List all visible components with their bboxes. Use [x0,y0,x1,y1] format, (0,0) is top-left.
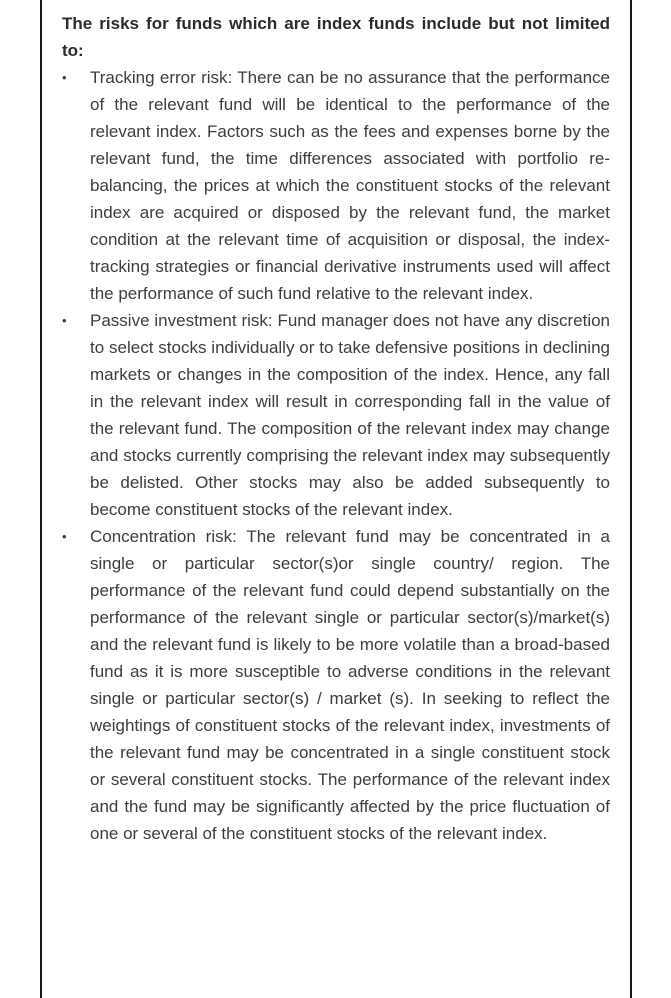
risk-disclosure-text-block [62,10,610,847]
bullet-item-concentration-risk [62,523,610,847]
left-border-rule [40,0,42,998]
bullet-text-concentration-risk: Concentration risk: The relevant fund may be concentrated in a single or particular sector(s)or single country/ region. The performance of the relevant fund could depend substantially on the performance of the relevant single or particular sector(s)/market(s) and the relevant fund is likely to be more volatile than a broad-based fund as it is more susceptible to adverse conditions in the relevant single or particular sector(s) / market (s). In seeking to reflect the weightings of constituent stocks of the relevant index, investments of the relevant fund may be concentrated in a single constituent stock or several constituent stocks. The performance of the relevant index and the fund may be significantly affected by the price fluctuation of one or several of the constituent stocks of the relevant index. [90,527,610,843]
bullet-marker: • [62,313,67,328]
bullet-item-tracking-error-risk [62,64,610,307]
bullet-text-passive-investment-risk: Passive investment risk: Fund manager does not have any discretion to select stocks individually or to take defensive positions in declining markets or changes in the composition of the index. Hence, any fall in the relevant index will result in corresponding fall in the value of the relevant fund. The composition of the relevant index may change and stocks currently comprising the relevant index may subsequently be delisted. Other stocks may also be added subsequently to become constituent stocks of the relevant index. [90,311,610,519]
right-border-rule [630,0,632,998]
bullet-marker: • [62,529,67,544]
risk-bullet-list [62,64,610,847]
bullet-item-passive-investment-risk [62,307,610,523]
bullet-marker: • [62,70,67,85]
risks-heading: The risks for funds which are index funds include but not limited to: [62,14,610,60]
bullet-text-tracking-error-risk: Tracking error risk: There can be no assurance that the performance of the relevant fund will be identical to the performance of the relevant index. Factors such as the fees and expenses borne by the relevant fund, the time differences associated with portfolio re-balancing, the prices at which the constituent stocks of the relevant index are acquired or disposed by the relevant fund, the market condition at the relevant time of acquisition or disposal, the index-tracking strategies or financial derivative instruments used will affect the performance of such fund relative to the relevant index. [90,68,610,303]
